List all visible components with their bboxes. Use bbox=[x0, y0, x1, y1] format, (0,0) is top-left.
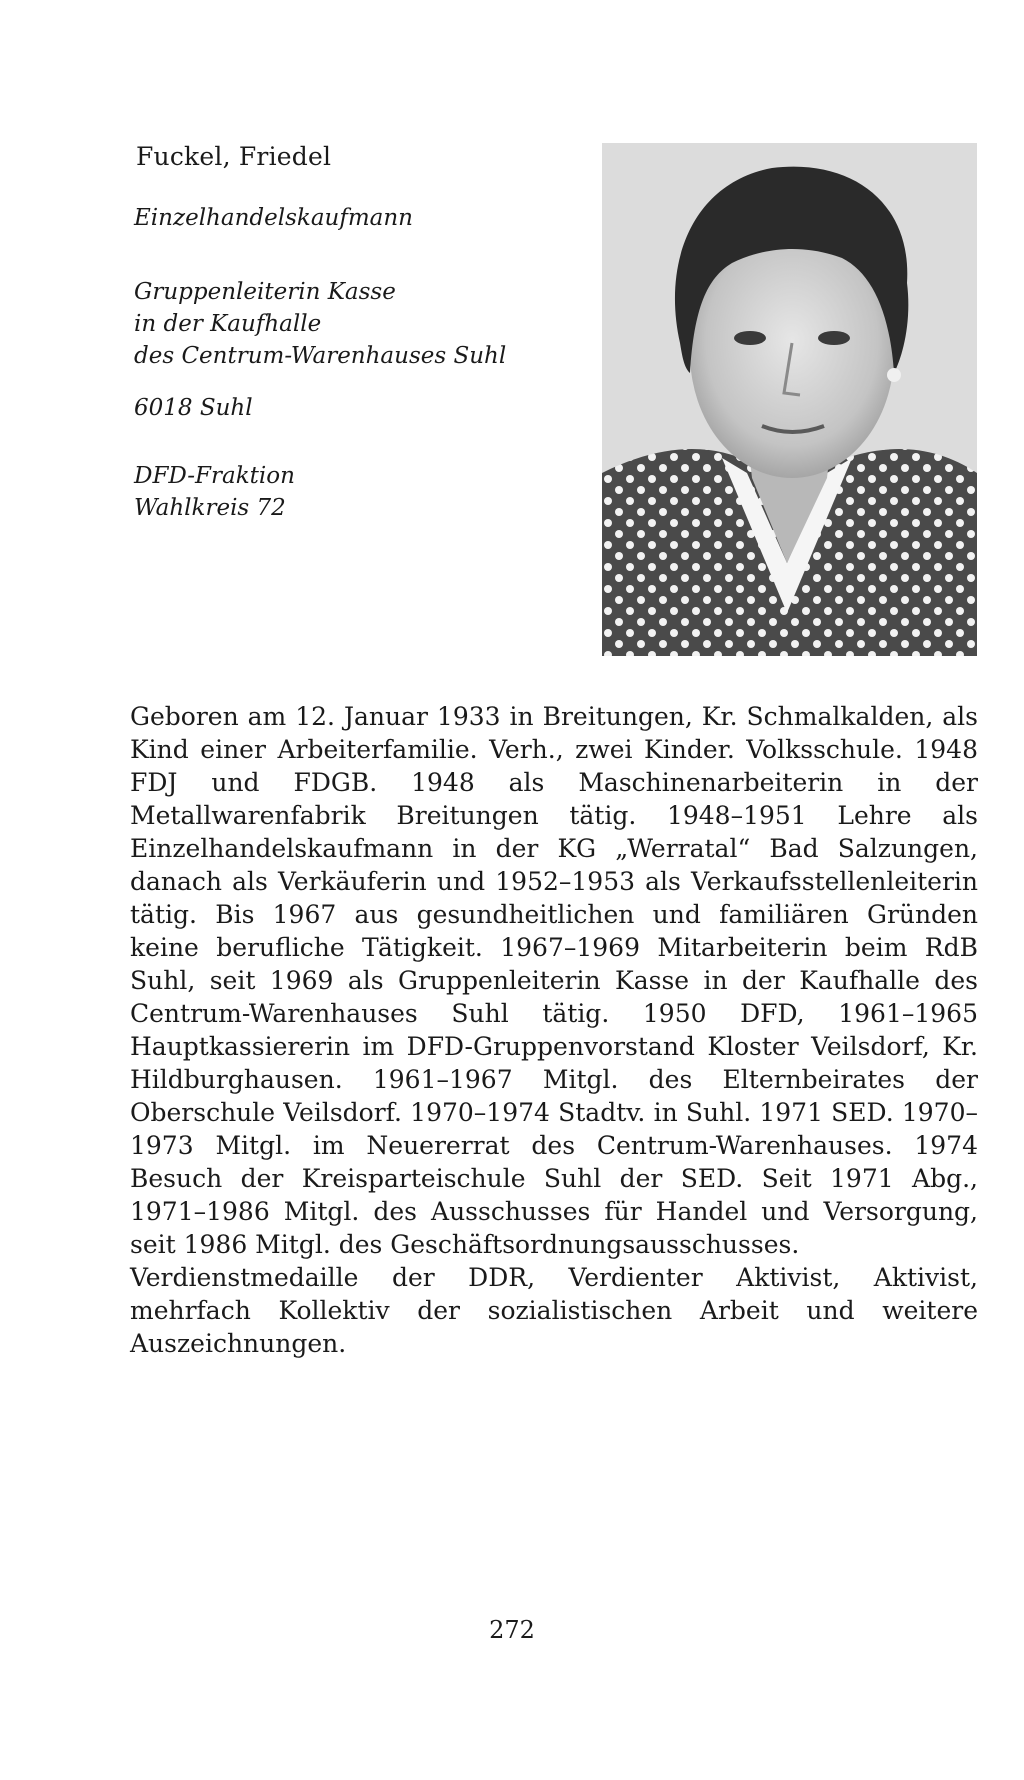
biography bbox=[130, 700, 978, 1360]
portrait-photo bbox=[602, 143, 977, 656]
biography-paragraph: Geboren am 12. Januar 1933 in Breitungen, Kr. Schmalkalden, als Kind einer Arbeiterfamilie. Verh., zwei Kinder. Volksschule. 1948 FDJ und FDGB. 1948 als Maschinenarbeiterin in der Metallwarenfabrik Breitungen tätig. 1948–1951 Lehre als Einzelhandelskaufmann in der KG „Werratal“ Bad Salzungen, danach als Verkäuferin und 1952–1953 als Verkaufsstellenleiterin tätig. Bis 1967 aus gesundheitlichen und familiären Gründen keine berufliche Tätigkeit. 1967–1969 Mitarbeiterin beim RdB Suhl, seit 1969 als Gruppenleiterin Kasse in der Kaufhalle des Centrum-Warenhauses Suhl tätig. 1950 DFD, 1961–1965 Hauptkassiererin im DFD-Gruppenvorstand Kloster Veilsdorf, Kr. Hildburghausen. 1961–1967 Mitgl. des Elternbeirates der Oberschule Veilsdorf. 1970–1974 Stadtv. in Suhl. 1971 SED. 1970–1973 Mitgl. im Neuererrat des Centrum-Warenhauses. 1974 Besuch der Kreisparteischule Suhl der SED. Seit 1971 Abg., 1971–1986 Mitgl. des Ausschusses für Handel und Versorgung, seit 1986 Mitgl. des Geschäftsordnungsausschusses. bbox=[130, 702, 978, 1259]
city: 6018 Suhl bbox=[134, 395, 253, 421]
faction-line: Wahlkreis 72 bbox=[134, 495, 286, 521]
position-line: in der Kaufhalle bbox=[134, 311, 322, 337]
page-number: 272 bbox=[489, 1616, 535, 1644]
awards-paragraph: Verdienstmedaille der DDR, Verdienter Aktivist, Aktivist, mehrfach Kollektiv der sozialistischen Arbeit und weitere Auszeichnungen. bbox=[130, 1263, 978, 1358]
profession: Einzelhandelskaufmann bbox=[134, 205, 413, 231]
faction-line: DFD-Fraktion bbox=[134, 463, 295, 489]
position-line: Gruppenleiterin Kasse bbox=[134, 279, 396, 305]
position-block bbox=[134, 276, 506, 372]
portrait-illustration bbox=[602, 143, 977, 656]
person-name: Fuckel, Friedel bbox=[136, 142, 332, 171]
faction-block bbox=[134, 460, 295, 524]
position-line: des Centrum-Warenhauses Suhl bbox=[134, 343, 507, 369]
